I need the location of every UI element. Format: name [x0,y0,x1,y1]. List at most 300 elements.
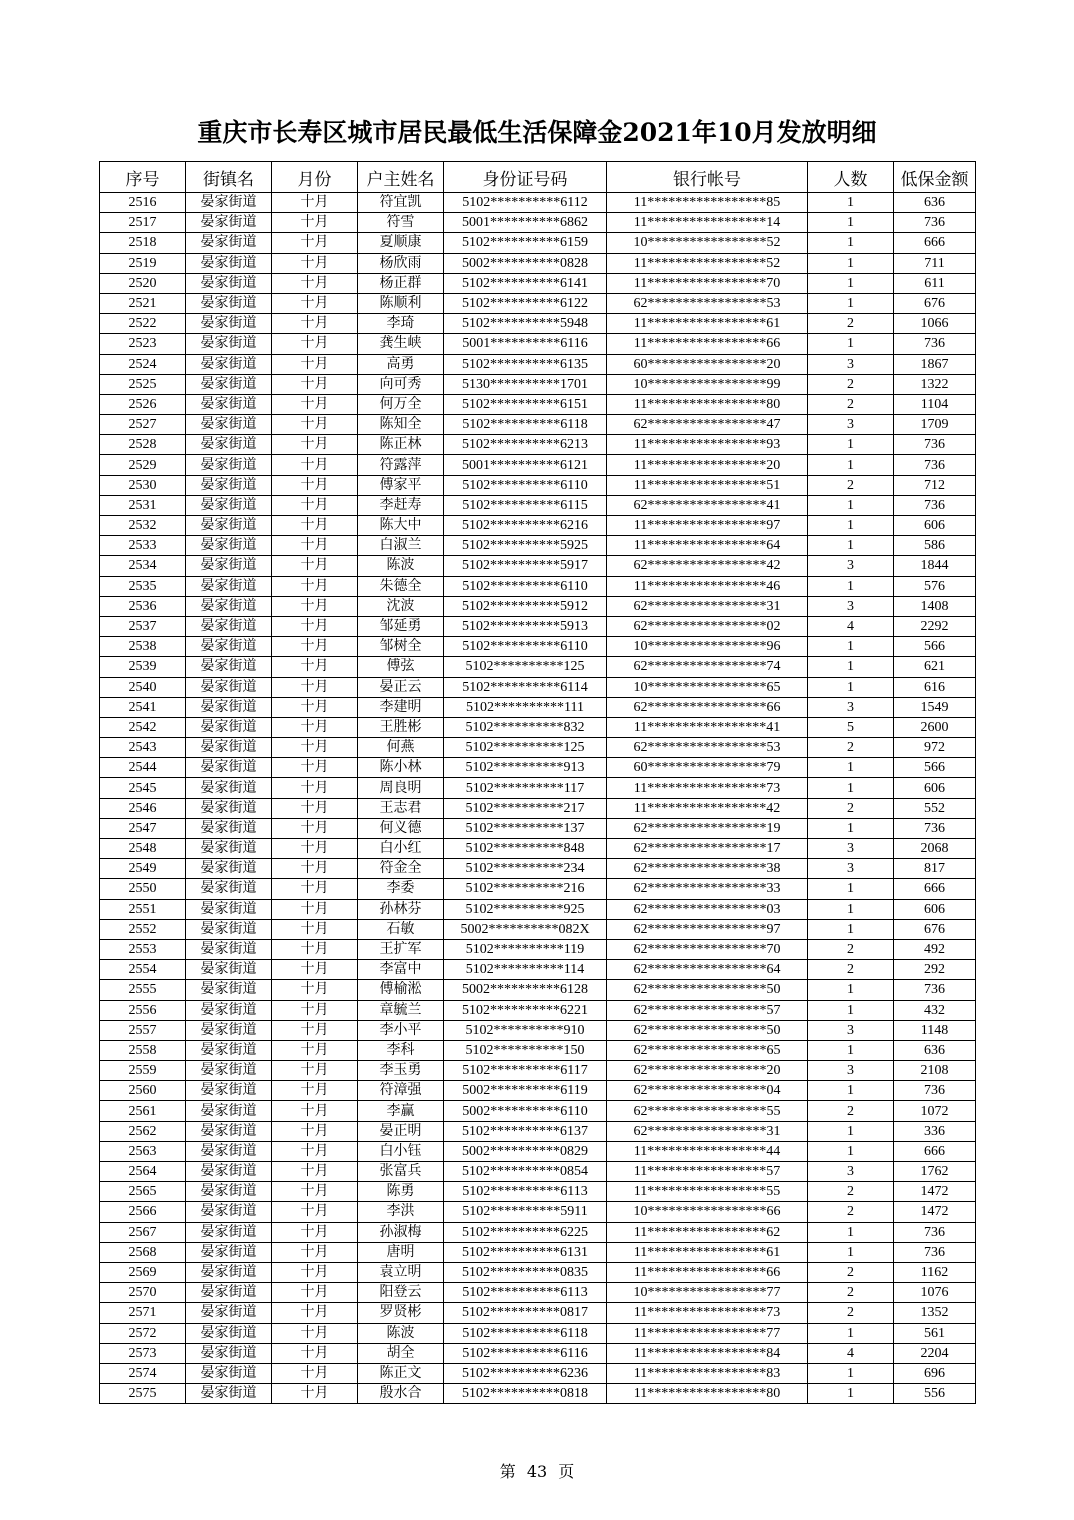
cell-month: 十月 [272,899,358,919]
cell-bank-account: 11*****************80 [607,394,808,414]
cell-index: 2574 [100,1363,186,1383]
cell-month: 十月 [272,1040,358,1060]
cell-id-number: 5001**********6862 [444,213,607,233]
cell-month: 十月 [272,394,358,414]
cell-householder: 阳登云 [358,1283,444,1303]
cell-subdistrict: 晏家街道 [186,758,272,778]
cell-amount: 636 [894,193,976,213]
table-row [100,1162,976,1182]
table-row [100,536,976,556]
header-amount: 低保金额 [894,162,976,193]
cell-index: 2572 [100,1323,186,1343]
cell-people-count: 2 [808,1182,894,1202]
cell-householder: 符漳强 [358,1081,444,1101]
cell-subdistrict: 晏家街道 [186,738,272,758]
cell-householder: 王胜彬 [358,717,444,737]
cell-bank-account: 11*****************97 [607,516,808,536]
cell-month: 十月 [272,293,358,313]
cell-index: 2557 [100,1020,186,1040]
table-row [100,334,976,354]
cell-month: 十月 [272,334,358,354]
cell-bank-account: 10*****************52 [607,233,808,253]
cell-people-count: 1 [808,516,894,536]
cell-householder: 陈波 [358,556,444,576]
cell-people-count: 1 [808,899,894,919]
cell-id-number: 5102**********5912 [444,596,607,616]
cell-people-count: 1 [808,919,894,939]
cell-bank-account: 11*****************85 [607,193,808,213]
table-row [100,455,976,475]
cell-amount: 817 [894,859,976,879]
cell-subdistrict: 晏家街道 [186,1303,272,1323]
cell-index: 2551 [100,899,186,919]
cell-householder: 李小平 [358,1020,444,1040]
cell-subdistrict: 晏家街道 [186,980,272,1000]
cell-id-number: 5102**********114 [444,960,607,980]
table-row [100,1121,976,1141]
cell-month: 十月 [272,697,358,717]
cell-householder: 陈大中 [358,516,444,536]
cell-month: 十月 [272,193,358,213]
cell-householder: 张富兵 [358,1162,444,1182]
cell-amount: 2108 [894,1061,976,1081]
cell-subdistrict: 晏家街道 [186,657,272,677]
cell-id-number: 5102**********6117 [444,1061,607,1081]
cell-bank-account: 10*****************65 [607,677,808,697]
cell-subdistrict: 晏家街道 [186,334,272,354]
cell-subdistrict: 晏家街道 [186,415,272,435]
cell-subdistrict: 晏家街道 [186,1081,272,1101]
cell-people-count: 1 [808,637,894,657]
page-footer [0,1459,1074,1482]
cell-bank-account: 11*****************20 [607,455,808,475]
cell-bank-account: 11*****************51 [607,475,808,495]
cell-amount: 711 [894,253,976,273]
cell-amount: 552 [894,798,976,818]
cell-index: 2530 [100,475,186,495]
cell-people-count: 1 [808,193,894,213]
table-row [100,1081,976,1101]
cell-index: 2539 [100,657,186,677]
cell-id-number: 5102**********125 [444,657,607,677]
cell-people-count: 2 [808,1283,894,1303]
cell-id-number: 5102**********6110 [444,576,607,596]
cell-people-count: 1 [808,273,894,293]
cell-people-count: 2 [808,960,894,980]
cell-householder: 孙淑梅 [358,1222,444,1242]
cell-amount: 1322 [894,374,976,394]
cell-people-count: 2 [808,798,894,818]
cell-id-number: 5102**********111 [444,697,607,717]
cell-subdistrict: 晏家街道 [186,314,272,334]
cell-month: 十月 [272,717,358,737]
table-row [100,919,976,939]
cell-id-number: 5102**********234 [444,859,607,879]
cell-subdistrict: 晏家街道 [186,616,272,636]
cell-householder: 傅弦 [358,657,444,677]
cell-amount: 561 [894,1323,976,1343]
cell-bank-account: 62*****************47 [607,415,808,435]
cell-subdistrict: 晏家街道 [186,1061,272,1081]
cell-householder: 周良明 [358,778,444,798]
cell-subdistrict: 晏家街道 [186,475,272,495]
cell-people-count: 1 [808,1121,894,1141]
cell-month: 十月 [272,939,358,959]
cell-id-number: 5102**********5911 [444,1202,607,1222]
table-row [100,394,976,414]
cell-id-number: 5102**********0854 [444,1162,607,1182]
cell-month: 十月 [272,1283,358,1303]
cell-index: 2533 [100,536,186,556]
cell-householder: 石敏 [358,919,444,939]
cell-amount: 676 [894,293,976,313]
cell-amount: 432 [894,1000,976,1020]
cell-subdistrict: 晏家街道 [186,919,272,939]
cell-id-number: 5102**********0817 [444,1303,607,1323]
cell-people-count: 3 [808,596,894,616]
header-id-number: 身份证号码 [444,162,607,193]
cell-month: 十月 [272,1384,358,1404]
cell-people-count: 3 [808,1162,894,1182]
cell-people-count: 3 [808,859,894,879]
table-header-row [100,162,976,193]
cell-amount: 621 [894,657,976,677]
cell-people-count: 2 [808,394,894,414]
cell-bank-account: 62*****************20 [607,1061,808,1081]
cell-householder: 向可秀 [358,374,444,394]
cell-amount: 1148 [894,1020,976,1040]
cell-subdistrict: 晏家街道 [186,213,272,233]
table-row [100,960,976,980]
cell-month: 十月 [272,213,358,233]
cell-month: 十月 [272,1242,358,1262]
table-row [100,616,976,636]
cell-index: 2561 [100,1101,186,1121]
cell-index: 2544 [100,758,186,778]
cell-id-number: 5002**********0829 [444,1141,607,1161]
cell-amount: 1104 [894,394,976,414]
header-index: 序号 [100,162,186,193]
cell-id-number: 5102**********6159 [444,233,607,253]
cell-householder: 龚生峡 [358,334,444,354]
cell-id-number: 5002**********0828 [444,253,607,273]
cell-id-number: 5102**********6131 [444,1242,607,1262]
cell-month: 十月 [272,960,358,980]
cell-index: 2563 [100,1141,186,1161]
cell-index: 2546 [100,798,186,818]
cell-subdistrict: 晏家街道 [186,293,272,313]
cell-householder: 晏正云 [358,677,444,697]
cell-bank-account: 10*****************96 [607,637,808,657]
cell-id-number: 5102**********216 [444,879,607,899]
cell-month: 十月 [272,1303,358,1323]
table-row [100,697,976,717]
cell-id-number: 5102**********6113 [444,1182,607,1202]
table-row [100,213,976,233]
cell-householder: 白淑兰 [358,536,444,556]
cell-people-count: 2 [808,374,894,394]
cell-amount: 1066 [894,314,976,334]
cell-amount: 1162 [894,1262,976,1282]
cell-index: 2516 [100,193,186,213]
cell-bank-account: 11*****************84 [607,1343,808,1363]
cell-id-number: 5002**********082X [444,919,607,939]
cell-index: 2569 [100,1262,186,1282]
table-row [100,273,976,293]
cell-amount: 2292 [894,616,976,636]
cell-index: 2566 [100,1202,186,1222]
cell-subdistrict: 晏家街道 [186,1283,272,1303]
cell-householder: 王扩军 [358,939,444,959]
table-row [100,899,976,919]
cell-index: 2564 [100,1162,186,1182]
cell-id-number: 5102**********6118 [444,415,607,435]
cell-bank-account: 11*****************61 [607,1242,808,1262]
cell-people-count: 2 [808,939,894,959]
cell-people-count: 2 [808,1101,894,1121]
cell-id-number: 5002**********6128 [444,980,607,1000]
cell-people-count: 1 [808,1242,894,1262]
cell-id-number: 5102**********5948 [444,314,607,334]
cell-month: 十月 [272,1182,358,1202]
cell-subdistrict: 晏家街道 [186,1363,272,1383]
cell-subdistrict: 晏家街道 [186,1202,272,1222]
cell-month: 十月 [272,253,358,273]
cell-amount: 566 [894,637,976,657]
cell-amount: 2068 [894,839,976,859]
cell-subdistrict: 晏家街道 [186,939,272,959]
cell-amount: 616 [894,677,976,697]
cell-amount: 736 [894,1081,976,1101]
cell-id-number: 5102**********925 [444,899,607,919]
cell-householder: 陈正文 [358,1363,444,1383]
cell-amount: 736 [894,1222,976,1242]
cell-id-number: 5002**********6119 [444,1081,607,1101]
cell-index: 2567 [100,1222,186,1242]
cell-bank-account: 62*****************42 [607,556,808,576]
cell-index: 2532 [100,516,186,536]
cell-amount: 736 [894,334,976,354]
cell-id-number: 5102**********5917 [444,556,607,576]
cell-householder: 符雪 [358,213,444,233]
cell-bank-account: 62*****************74 [607,657,808,677]
cell-index: 2554 [100,960,186,980]
cell-householder: 袁立明 [358,1262,444,1282]
page-suffix: 页 [558,1462,575,1481]
table-row [100,354,976,374]
cell-bank-account: 62*****************53 [607,738,808,758]
cell-index: 2519 [100,253,186,273]
cell-subdistrict: 晏家街道 [186,1262,272,1282]
cell-people-count: 3 [808,354,894,374]
cell-bank-account: 11*****************80 [607,1384,808,1404]
cell-id-number: 5102**********6110 [444,475,607,495]
cell-people-count: 1 [808,233,894,253]
cell-month: 十月 [272,273,358,293]
cell-people-count: 1 [808,1323,894,1343]
table-row [100,293,976,313]
cell-householder: 何义德 [358,818,444,838]
cell-householder: 沈波 [358,596,444,616]
cell-people-count: 3 [808,839,894,859]
cell-bank-account: 62*****************04 [607,1081,808,1101]
cell-subdistrict: 晏家街道 [186,1182,272,1202]
cell-householder: 邹树全 [358,637,444,657]
cell-bank-account: 10*****************66 [607,1202,808,1222]
cell-bank-account: 11*****************42 [607,798,808,818]
cell-subdistrict: 晏家街道 [186,1040,272,1060]
cell-householder: 陈小林 [358,758,444,778]
cell-bank-account: 62*****************03 [607,899,808,919]
cell-month: 十月 [272,556,358,576]
cell-subdistrict: 晏家街道 [186,717,272,737]
cell-index: 2540 [100,677,186,697]
table-row [100,1303,976,1323]
cell-index: 2535 [100,576,186,596]
cell-subdistrict: 晏家街道 [186,1141,272,1161]
cell-index: 2545 [100,778,186,798]
cell-householder: 夏顺康 [358,233,444,253]
cell-amount: 1867 [894,354,976,374]
cell-id-number: 5102**********6213 [444,435,607,455]
table-row [100,758,976,778]
cell-id-number: 5102**********913 [444,758,607,778]
table-row [100,495,976,515]
cell-people-count: 2 [808,738,894,758]
table-row [100,1222,976,1242]
cell-people-count: 1 [808,657,894,677]
table-row [100,798,976,818]
cell-month: 十月 [272,314,358,334]
table-row [100,717,976,737]
table-row [100,1101,976,1121]
cell-people-count: 2 [808,1262,894,1282]
cell-householder: 李富中 [358,960,444,980]
cell-bank-account: 62*****************02 [607,616,808,636]
cell-bank-account: 62*****************19 [607,818,808,838]
cell-subdistrict: 晏家街道 [186,374,272,394]
cell-id-number: 5102**********6114 [444,677,607,697]
cell-amount: 666 [894,233,976,253]
cell-people-count: 1 [808,435,894,455]
cell-subdistrict: 晏家街道 [186,798,272,818]
cell-index: 2550 [100,879,186,899]
table-body [100,193,976,1404]
cell-index: 2559 [100,1061,186,1081]
cell-month: 十月 [272,657,358,677]
cell-amount: 666 [894,879,976,899]
cell-index: 2542 [100,717,186,737]
table-row [100,193,976,213]
table-row [100,818,976,838]
table-row [100,1020,976,1040]
cell-id-number: 5102**********6118 [444,1323,607,1343]
cell-amount: 1709 [894,415,976,435]
cell-people-count: 2 [808,475,894,495]
table-row [100,859,976,879]
cell-subdistrict: 晏家街道 [186,273,272,293]
cell-subdistrict: 晏家街道 [186,818,272,838]
cell-index: 2527 [100,415,186,435]
cell-id-number: 5102**********5925 [444,536,607,556]
cell-month: 十月 [272,778,358,798]
cell-subdistrict: 晏家街道 [186,677,272,697]
cell-subdistrict: 晏家街道 [186,233,272,253]
cell-people-count: 3 [808,415,894,435]
cell-id-number: 5102**********6116 [444,1343,607,1363]
cell-month: 十月 [272,1020,358,1040]
cell-id-number: 5102**********6151 [444,394,607,414]
cell-people-count: 3 [808,1020,894,1040]
cell-index: 2565 [100,1182,186,1202]
document-title: 重庆市长寿区城市居民最低生活保障金2021年10月发放明细 [197,118,877,147]
cell-subdistrict: 晏家街道 [186,536,272,556]
cell-month: 十月 [272,738,358,758]
table-row [100,374,976,394]
cell-index: 2552 [100,919,186,939]
table-row [100,677,976,697]
cell-index: 2573 [100,1343,186,1363]
cell-index: 2529 [100,455,186,475]
cell-bank-account: 11*****************55 [607,1182,808,1202]
table-row [100,980,976,1000]
cell-subdistrict: 晏家街道 [186,778,272,798]
cell-id-number: 5102**********0818 [444,1384,607,1404]
cell-month: 十月 [272,1081,358,1101]
table-row [100,637,976,657]
cell-subdistrict: 晏家街道 [186,859,272,879]
cell-people-count: 1 [808,879,894,899]
cell-id-number: 5102**********6135 [444,354,607,374]
cell-month: 十月 [272,536,358,556]
cell-month: 十月 [272,1343,358,1363]
cell-id-number: 5102**********117 [444,778,607,798]
cell-bank-account: 62*****************55 [607,1101,808,1121]
cell-month: 十月 [272,596,358,616]
cell-amount: 566 [894,758,976,778]
cell-bank-account: 62*****************33 [607,879,808,899]
cell-subdistrict: 晏家街道 [186,455,272,475]
table-row [100,1141,976,1161]
cell-id-number: 5102**********6122 [444,293,607,313]
cell-id-number: 5102**********910 [444,1020,607,1040]
cell-householder: 李科 [358,1040,444,1060]
cell-householder: 朱德全 [358,576,444,596]
cell-month: 十月 [272,1262,358,1282]
header-month: 月份 [272,162,358,193]
cell-index: 2526 [100,394,186,414]
cell-month: 十月 [272,677,358,697]
cell-subdistrict: 晏家街道 [186,1121,272,1141]
cell-amount: 336 [894,1121,976,1141]
cell-index: 2541 [100,697,186,717]
cell-subdistrict: 晏家街道 [186,1323,272,1343]
cell-bank-account: 62*****************65 [607,1040,808,1060]
cell-bank-account: 11*****************66 [607,1262,808,1282]
cell-amount: 736 [894,818,976,838]
cell-index: 2556 [100,1000,186,1020]
cell-index: 2536 [100,596,186,616]
cell-month: 十月 [272,616,358,636]
cell-bank-account: 62*****************31 [607,596,808,616]
cell-people-count: 1 [808,495,894,515]
cell-amount: 292 [894,960,976,980]
cell-bank-account: 11*****************70 [607,273,808,293]
cell-householder: 陈知全 [358,415,444,435]
cell-bank-account: 62*****************97 [607,919,808,939]
cell-householder: 李玉勇 [358,1061,444,1081]
cell-bank-account: 11*****************46 [607,576,808,596]
